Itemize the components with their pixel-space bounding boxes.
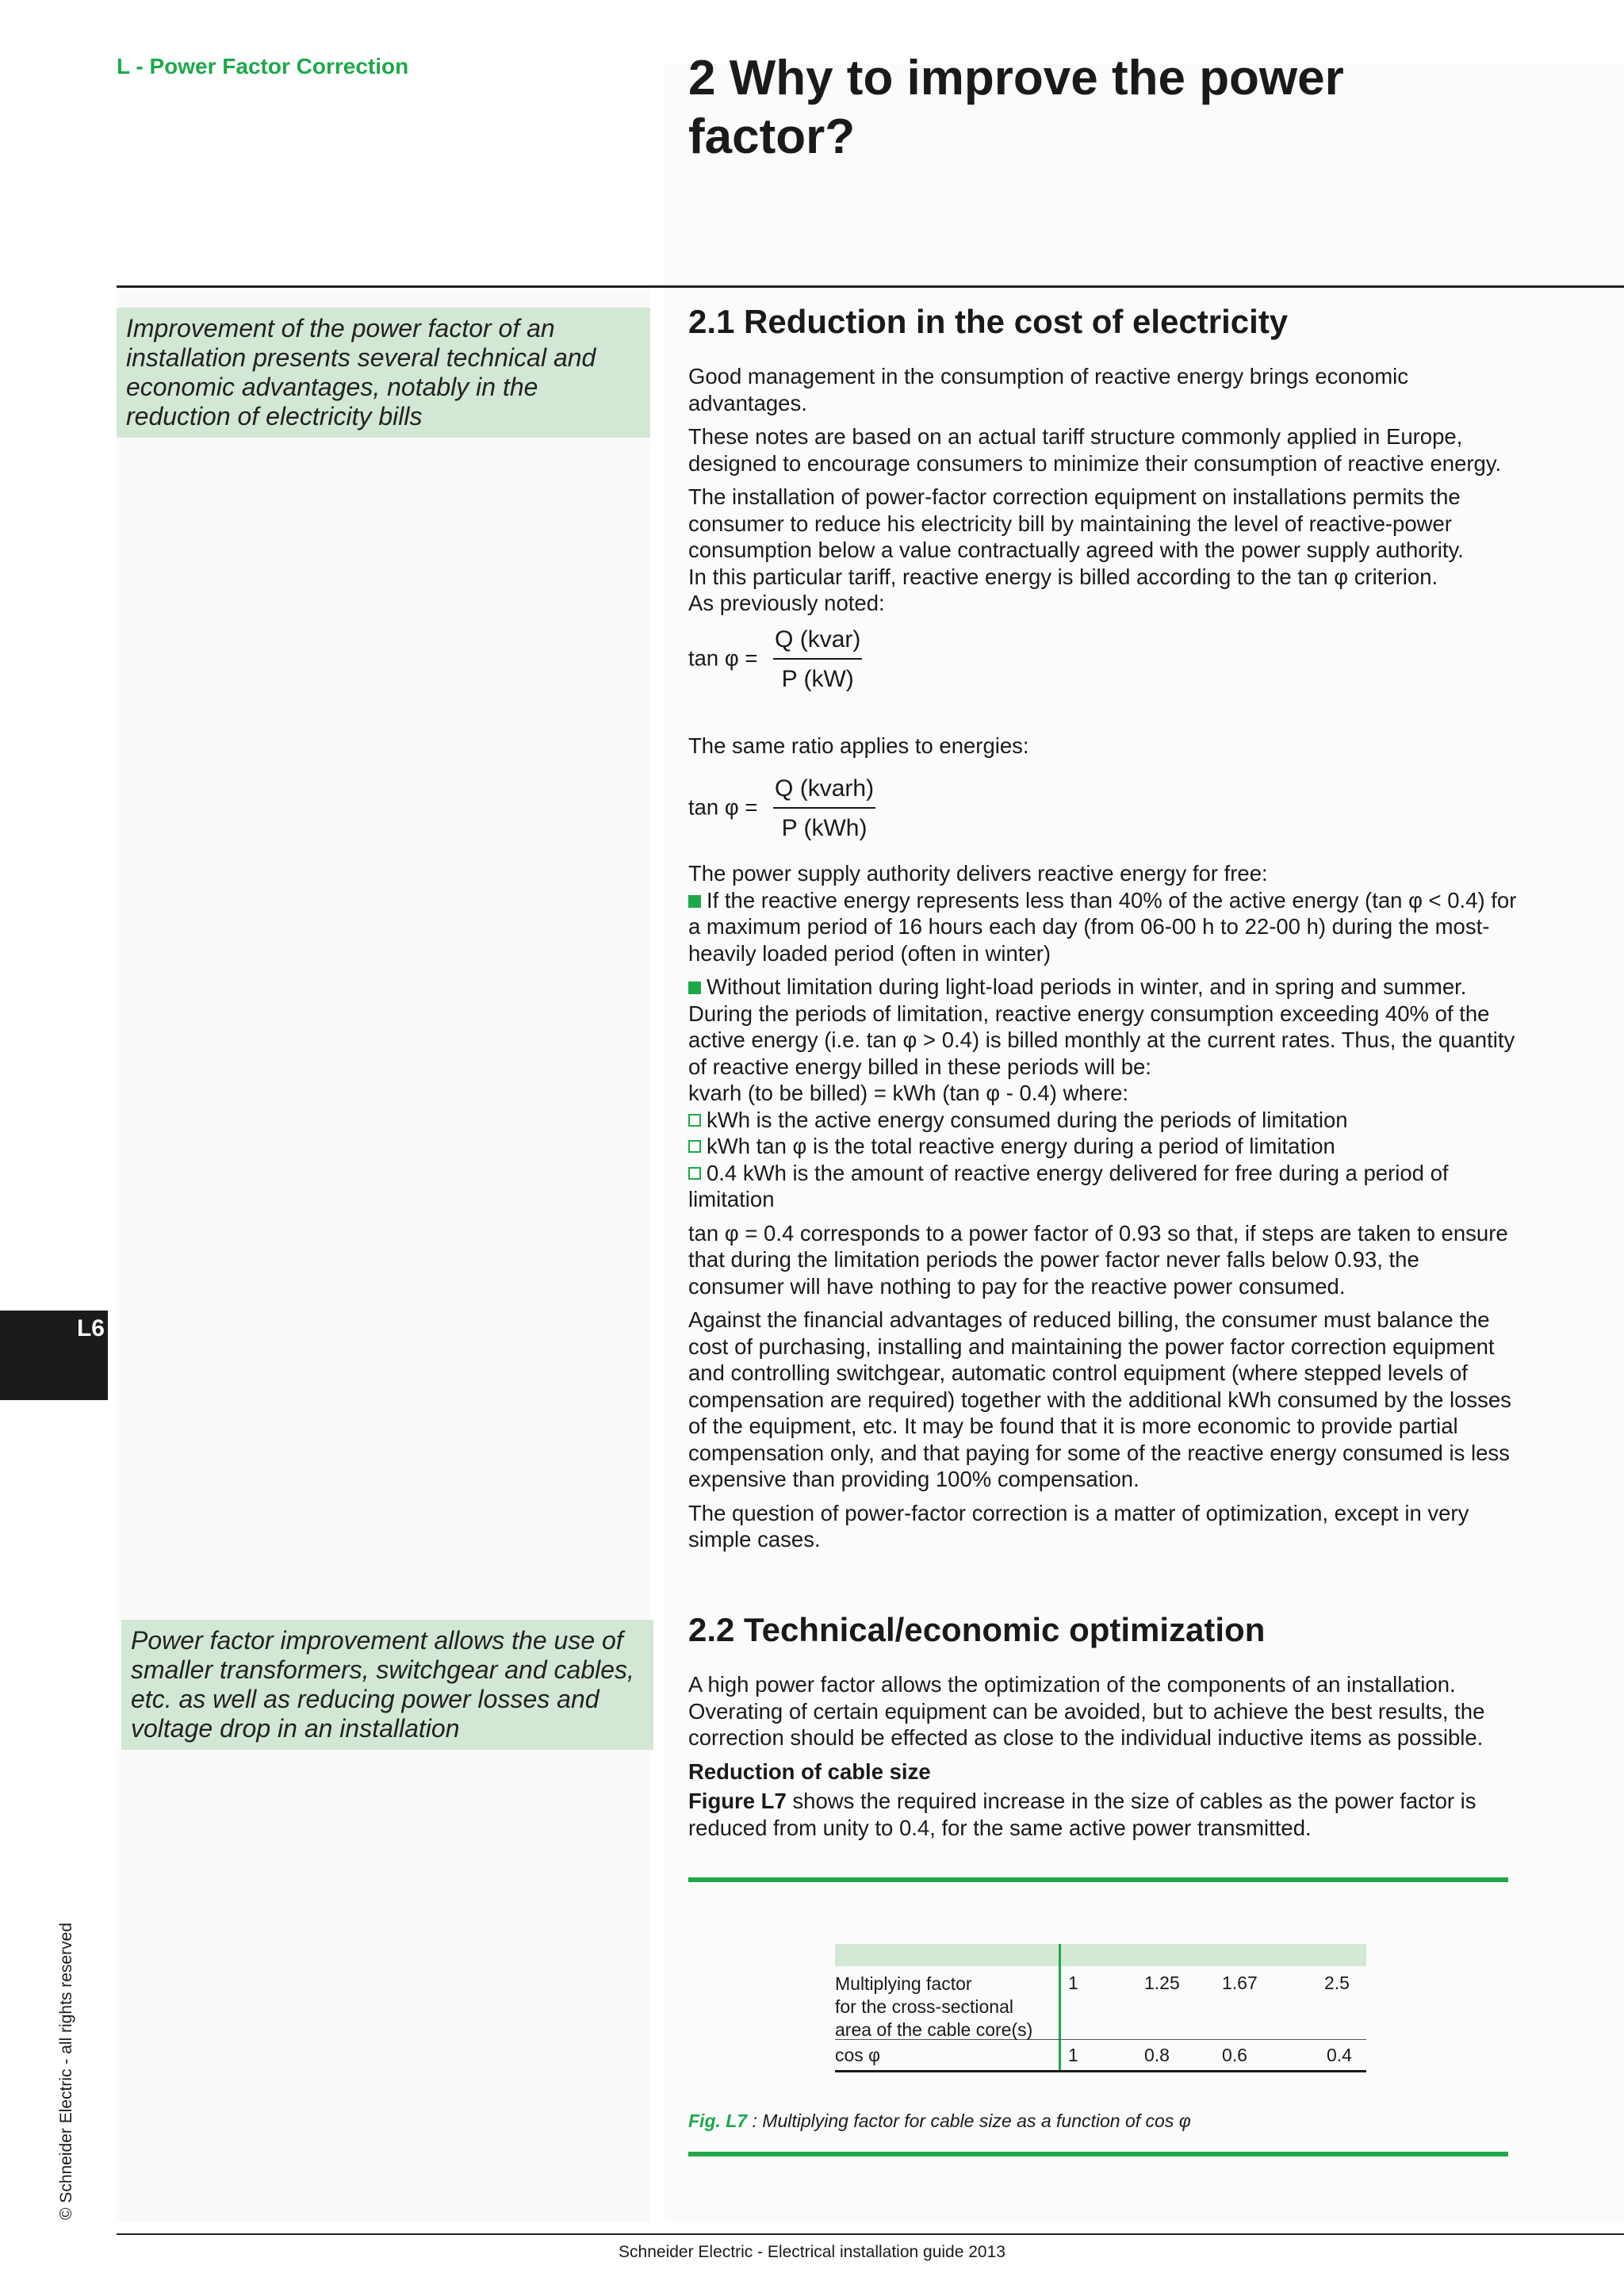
sub-bullet-text: kWh is the active energy consumed during the periods of limitation [707, 1107, 1348, 1132]
label-line: for the cross-sectional [835, 1996, 1013, 2017]
paragraph: A high power factor allows the optimization of the components of an installation. Overating of certain equipment can be avoided, but to achieve the best results, the correction should be effected as close to the individual inductive items as possible. [688, 1672, 1485, 1750]
figure-caption [688, 2110, 1191, 2132]
paragraph: As previously noted: [688, 591, 885, 615]
section-2-2-heading: 2.2 Technical/economic optimization [688, 1611, 1266, 1648]
copyright-notice: © Schneider Electric - all rights reserved [57, 1923, 75, 2220]
paragraph-text: shows the required increase in the size of cables as the power factor is reduced from unity to 0.4, for the same active power transmitted. [688, 1789, 1477, 1840]
subheading: Reduction of cable size [688, 1758, 931, 1784]
bullet-square-icon [688, 982, 701, 994]
figure-reference: Figure L7 [688, 1789, 787, 1813]
table-cell: 0.4 [1327, 2045, 1352, 2065]
figure-top-rule [688, 1877, 1508, 1882]
chapter-title-line2: factor? [688, 109, 856, 164]
table-header-band [835, 1944, 1366, 1966]
section-tag: L - Power Factor Correction [117, 54, 409, 78]
table-separator [1059, 2040, 1061, 2070]
formula-numerator: Q (kvar) [773, 626, 862, 660]
formula-denominator: P (kW) [781, 666, 854, 692]
table-separator [1059, 1966, 1061, 2039]
table-row-label: cos φ [835, 2045, 881, 2065]
chapter-title-line1: 2 Why to improve the power [688, 51, 1344, 105]
table-row [835, 1966, 1366, 2039]
label-line: Multiplying factor [835, 1973, 972, 1994]
table-cell: 2.5 [1324, 1973, 1350, 1993]
paragraph: The power supply authority delivers reactive energy for free: [688, 861, 1268, 886]
section-2-1-body-cont [688, 860, 1521, 1560]
bullet-text: If the reactive energy represents less than 40% of the active energy (tan φ < 0.4) for a maximum period of 16 hours each day (from 06-00 h to 22-00 h) during the most-heavily loaded period (often in winter) [688, 887, 1517, 966]
table-cell: 0.6 [1222, 2045, 1247, 2065]
table-row [835, 2040, 1366, 2070]
table-cell: 0.8 [1144, 2045, 1170, 2065]
formula-fraction [773, 626, 862, 693]
bottom-divider [117, 2233, 1624, 2235]
table-bottom-rule [835, 2070, 1366, 2072]
top-divider [117, 285, 1624, 288]
paragraph: The installation of power-factor correction equipment on installations permits the consumer to reduce his electricity bill by maintaining the level of reactive-power consumption below a value contractually agreed with the power supply authority. [688, 484, 1464, 562]
sub-bullet-text: 0.4 kWh is the amount of reactive energy delivered for free during a period of limitation [688, 1160, 1449, 1211]
page-footer: Schneider Electric - Electrical installation guide 2013 [619, 2243, 1005, 2261]
paragraph [688, 1788, 1521, 1841]
sub-bullet-icon [688, 1167, 701, 1180]
paragraph: tan φ = 0.4 corresponds to a power factor of 0.93 so that, if steps are taken to ensure that during the limitation periods the power factor never falls below 0.93, the consumer will have nothing to pay for the reactive power consumed. [688, 1220, 1508, 1299]
section-2-2-body [688, 1671, 1521, 1841]
figure-l7-table [835, 1944, 1366, 2072]
formula-fraction [773, 775, 875, 842]
paragraph: kvarh (to be billed) = kWh (tan φ - 0.4) where: [688, 1081, 1129, 1105]
bullet-text: Without limitation during light-load periods in winter, and in spring and summer. [707, 974, 1467, 999]
sub-bullet-icon [688, 1140, 701, 1153]
figure-caption-text: : Multiplying factor for cable size as a function of cos φ [747, 2110, 1191, 2131]
section-2-1-body [688, 363, 1521, 617]
section-2-1-heading: 2.1 Reduction in the cost of electricity [688, 303, 1289, 340]
figure-bottom-rule [688, 2152, 1508, 2156]
paragraph: Against the financial advantages of reduced billing, the consumer must balance the cost of purchasing, installing and maintaining the power factor correction equipment and controlling switchgear, automatic control equipment (where stepped levels of compensation are required) together with the additional kWh consumed by the losses of the equipment, etc. It may be found that it is more economic to provide partial compensation only, and that paying for some of the reactive energy consumed is less expensive than providing 100% compensation. [688, 1307, 1511, 1491]
paragraph: Good management in the consumption of reactive energy brings economic advantages. [688, 364, 1409, 415]
table-cell: 1 [1068, 2045, 1078, 2065]
table-row-label [835, 1973, 1032, 2042]
page-tab [0, 1311, 108, 1400]
sub-bullet-text: kWh tan φ is the total reactive energy during a period of limitation [707, 1134, 1335, 1158]
paragraph: In this particular tariff, reactive energy is billed according to the tan φ criterion. [688, 564, 1438, 589]
formula-numerator: Q (kvarh) [773, 775, 875, 809]
formula-tan-phi-energy [688, 775, 875, 842]
bullet-square-icon [688, 895, 701, 908]
figure-caption-label: Fig. L7 [688, 2110, 748, 2131]
table-cell: 1.25 [1144, 1973, 1180, 1993]
paragraph: These notes are based on an actual tariff structure commonly applied in Europe, designed to encourage consumers to minimize their consumption of reactive energy. [688, 424, 1502, 476]
side-note-2: Power factor improvement allows the use of smaller transformers, switchgear and cables, etc. as well as reducing power losses and voltage drop in an installation [121, 1620, 653, 1750]
sub-bullet-icon [688, 1114, 701, 1127]
side-note-1: Improvement of the power factor of an installation presents several technical and economic advantages, notably in the reduction of electricity bills [117, 308, 650, 438]
paragraph: The question of power-factor correction is a matter of optimization, except in very simple cases. [688, 1500, 1469, 1552]
formula-lhs: tan φ = [688, 794, 758, 820]
formula-tan-phi-power [688, 626, 862, 693]
paragraph: During the periods of limitation, reactive energy consumption exceeding 40% of the active energy (i.e. tan φ > 0.4) is billed monthly at the current rates. Thus, the quantity of reactive energy billed in these periods will be: [688, 1001, 1515, 1079]
page-tab-label: L6 [76, 1315, 105, 1341]
table-cell: 1 [1068, 1973, 1078, 1993]
left-margin-band [117, 287, 650, 2221]
label-line: area of the cable core(s) [835, 2019, 1033, 2040]
paragraph: The same ratio applies to energies: [688, 733, 1029, 758]
formula-denominator: P (kWh) [781, 815, 868, 841]
table-cell: 1.67 [1222, 1973, 1258, 1993]
formula-lhs: tan φ = [688, 645, 758, 671]
table-separator [1059, 1944, 1061, 1966]
chapter-title [688, 49, 1561, 166]
